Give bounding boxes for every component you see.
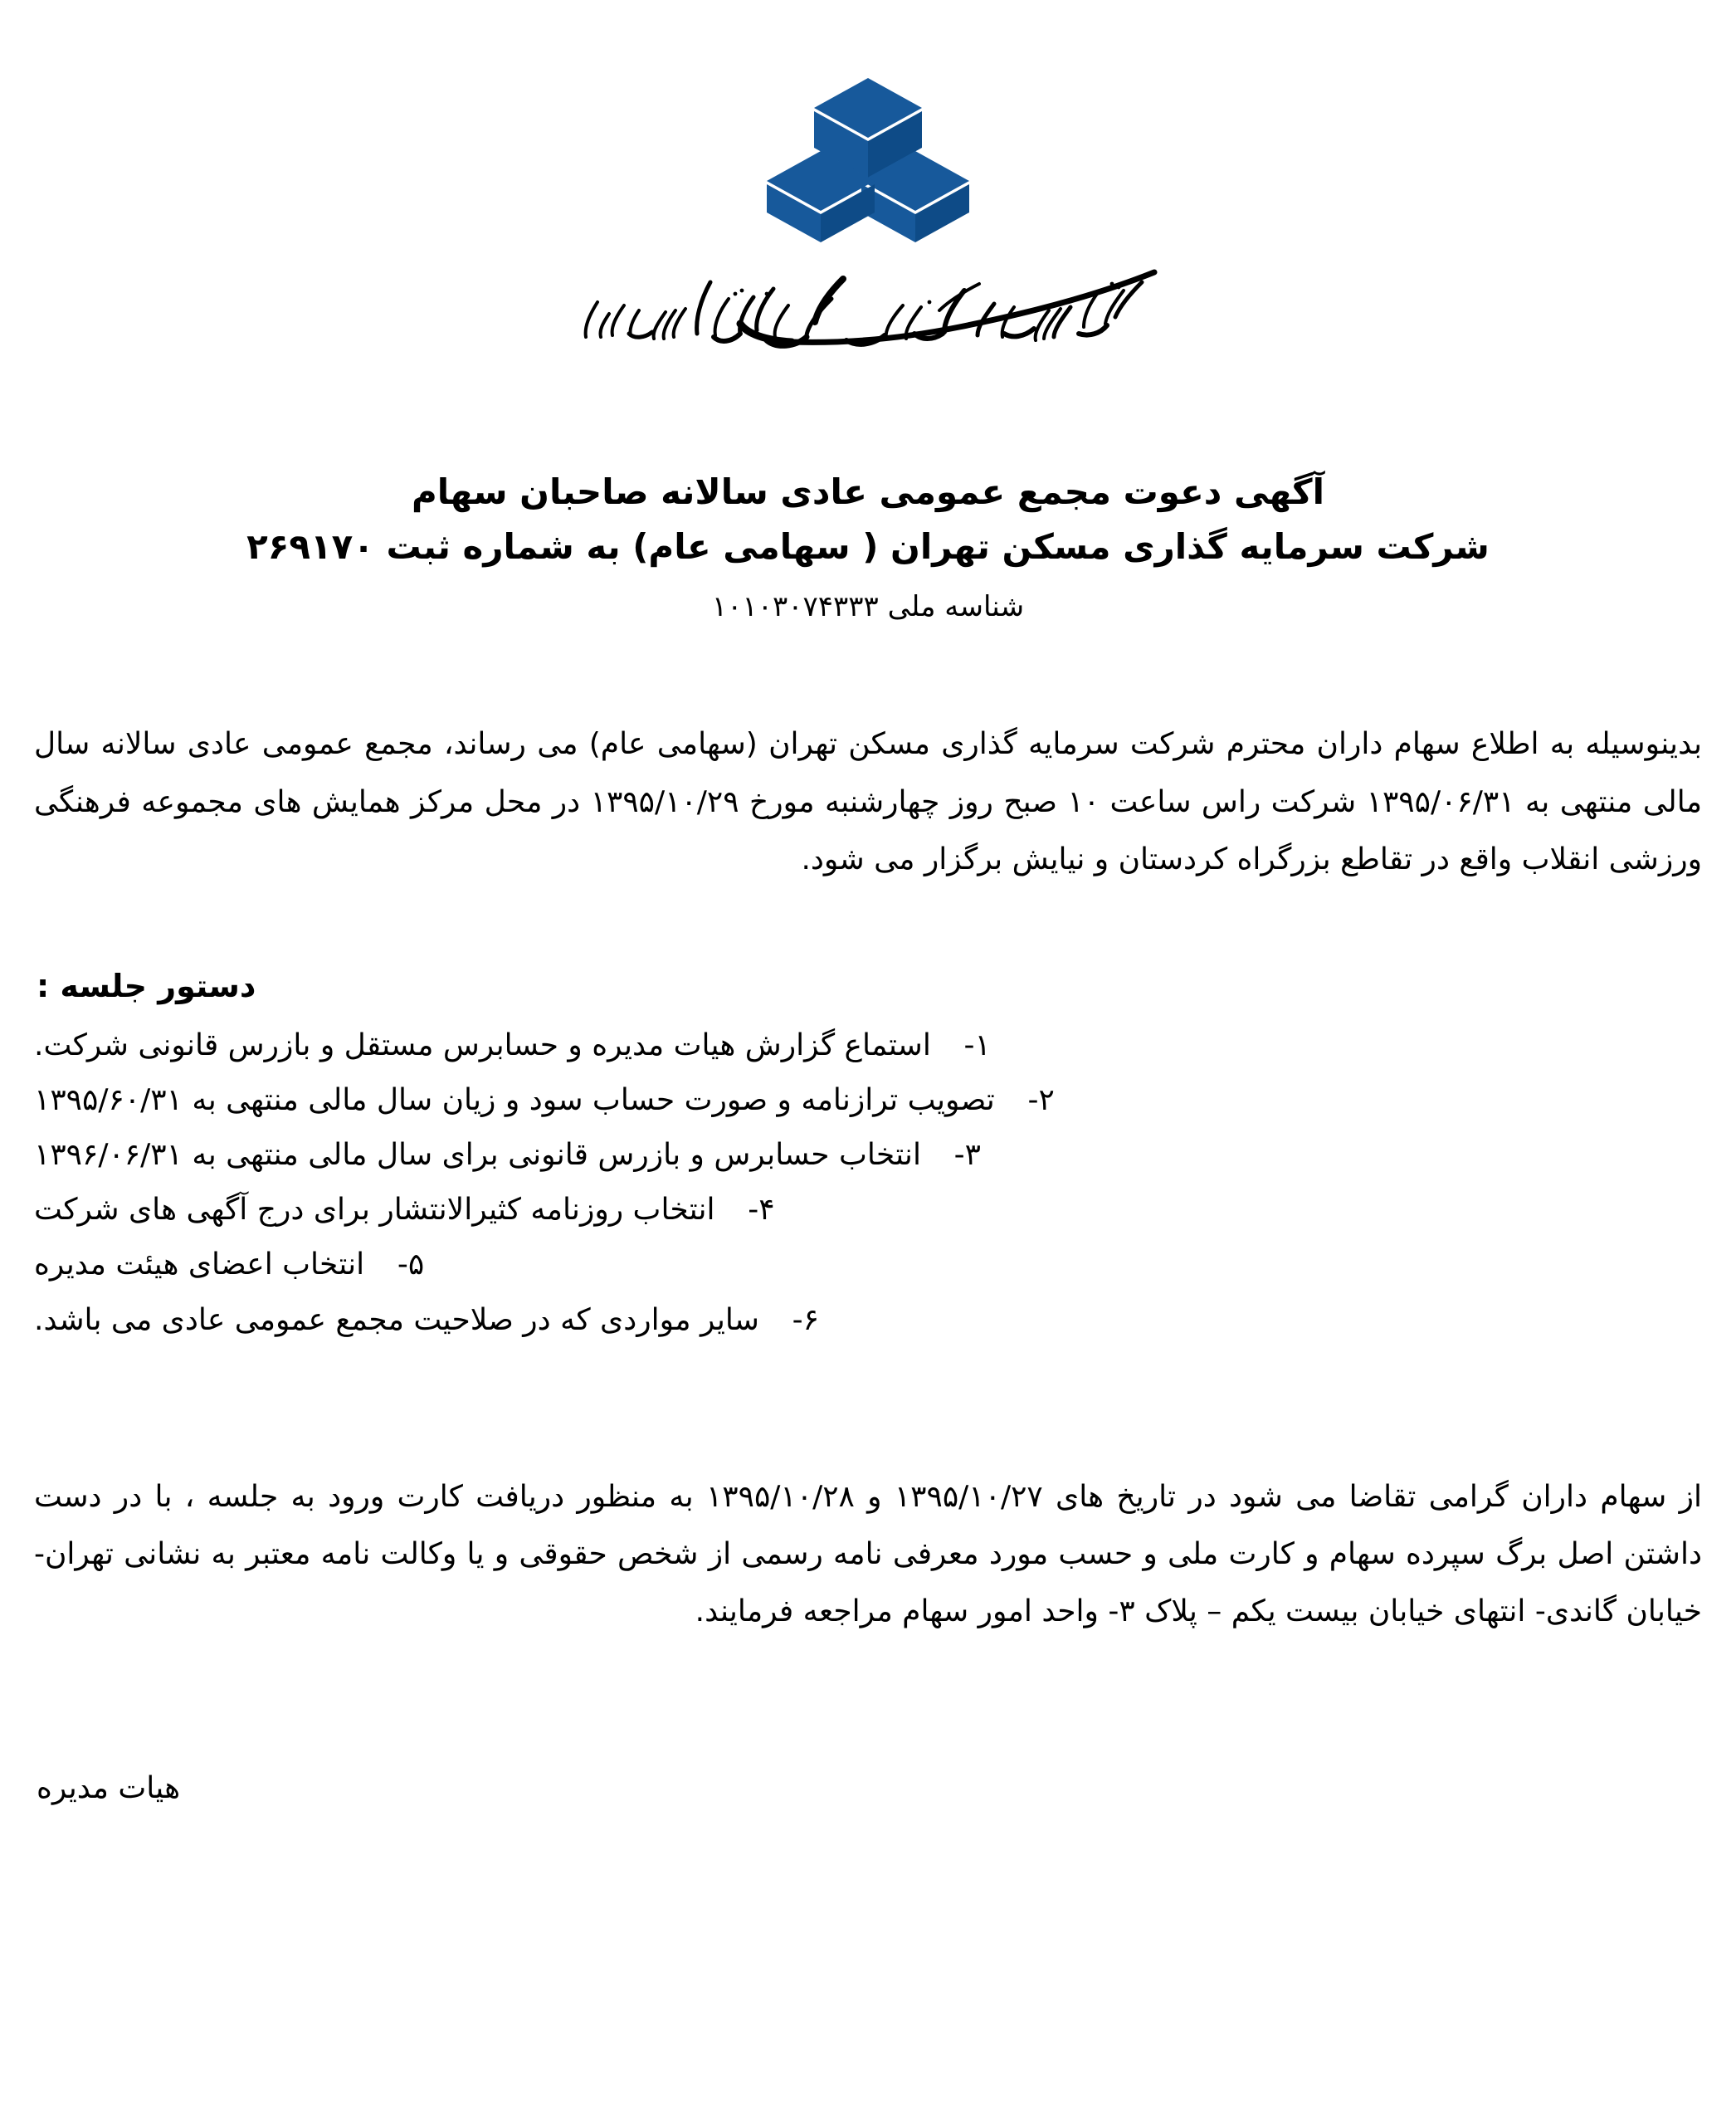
agenda-heading: دستور جلسه :: [37, 967, 256, 1004]
agenda-item-text: انتخاب حسابرس و بازرس قانونی برای سال مالی منتهی به ۱۳۹۶/۰۶/۳۱: [34, 1138, 921, 1173]
title-line-1: آگهی دعوت مجمع عمومی عادی سالانه صاحبان سهام: [411, 471, 1325, 512]
agenda-item-number: ۲-: [1027, 1082, 1055, 1117]
page-title: [32, 465, 1704, 629]
closing-paragraph: از سهام داران گرامی تقاضا می شود در تاریخ های ۱۳۹۵/۱۰/۲۷ و ۱۳۹۵/۱۰/۲۸ به منظور دریافت کارت ورود به جلسه ، با در دست داشتن اصل برگ سپرده سهام و کارت ملی و حسب مورد معرفی نامه رسمی از شخص حقوقی و یا وکالت نامه معتبر به نشانی تهران- خیابان گاندی- انتهای خیابان بیست یکم – پلاک ۳- واحد امور سهام مراجعه فرمایند.: [34, 1479, 1702, 1628]
list-item: [34, 1077, 1702, 1124]
list-item: [34, 1023, 1702, 1069]
agenda-item-text: استماع گزارش هیات مدیره و حسابرس مستقل و بازرس قانونی شرکت.: [34, 1028, 931, 1062]
list-item: [34, 1132, 1702, 1179]
agenda-item-text: انتخاب اعضای هیئت مدیره: [34, 1247, 365, 1282]
signature-board-of-directors: هیات مدیره: [37, 1771, 181, 1806]
agenda-item-text: سایر مواردی که در صلاحیت مجمع عمومی عادی می باشد.: [34, 1302, 759, 1337]
three-cubes-logo-icon: [764, 71, 972, 246]
letterhead: [32, 0, 1704, 367]
agenda-list: [34, 1023, 1702, 1344]
agenda-item-number: ۴-: [748, 1193, 775, 1228]
list-item: [34, 1297, 1702, 1344]
title-line-3-national-id: شناسه ملی ۱۰۱۰۳۰۷۴۳۳۳: [711, 589, 1025, 623]
agenda-item-number: ۶-: [792, 1302, 819, 1337]
agenda-item-number: ۱-: [963, 1028, 991, 1062]
agenda-item-text: انتخاب روزنامه کثیرالانتشار برای درج آگهی های شرکت: [34, 1193, 715, 1228]
intro-paragraph: بدینوسیله به اطلاع سهام داران محترم شرکت سرمایه گذاری مسکن تهران (سهامی عام) می رساند، مجمع عمومی عادی سالانه سال مالی منتهی به ۱۳۹۵/۰۶/۳۱ شرکت راس ساعت ۱۰ صبح روز چهارشنبه مورخ ۱۳۹۵/۱۰/۲۹ در محل مرکز همایش های مجموعه فرهنگی ورزشی انقلاب واقع در تقاطع بزرگراه کردستان و نیایش برگزار می شود.: [34, 727, 1702, 876]
agenda-item-number: ۵-: [397, 1247, 425, 1282]
agenda-item-number: ۳-: [953, 1138, 981, 1173]
list-item: [34, 1187, 1702, 1233]
list-item: [34, 1242, 1702, 1288]
company-name-calligraphy: [569, 257, 1167, 367]
title-line-2: شرکت سرمایه گذاری مسکن تهران ( سهامی عام) به شماره ثبت ۲۶۹۱۷۰: [246, 526, 1490, 568]
agenda-item-text: تصویب ترازنامه و صورت حساب سود و زیان سال مالی منتهی به ۱۳۹۵/۶۰/۳۱: [34, 1082, 995, 1117]
